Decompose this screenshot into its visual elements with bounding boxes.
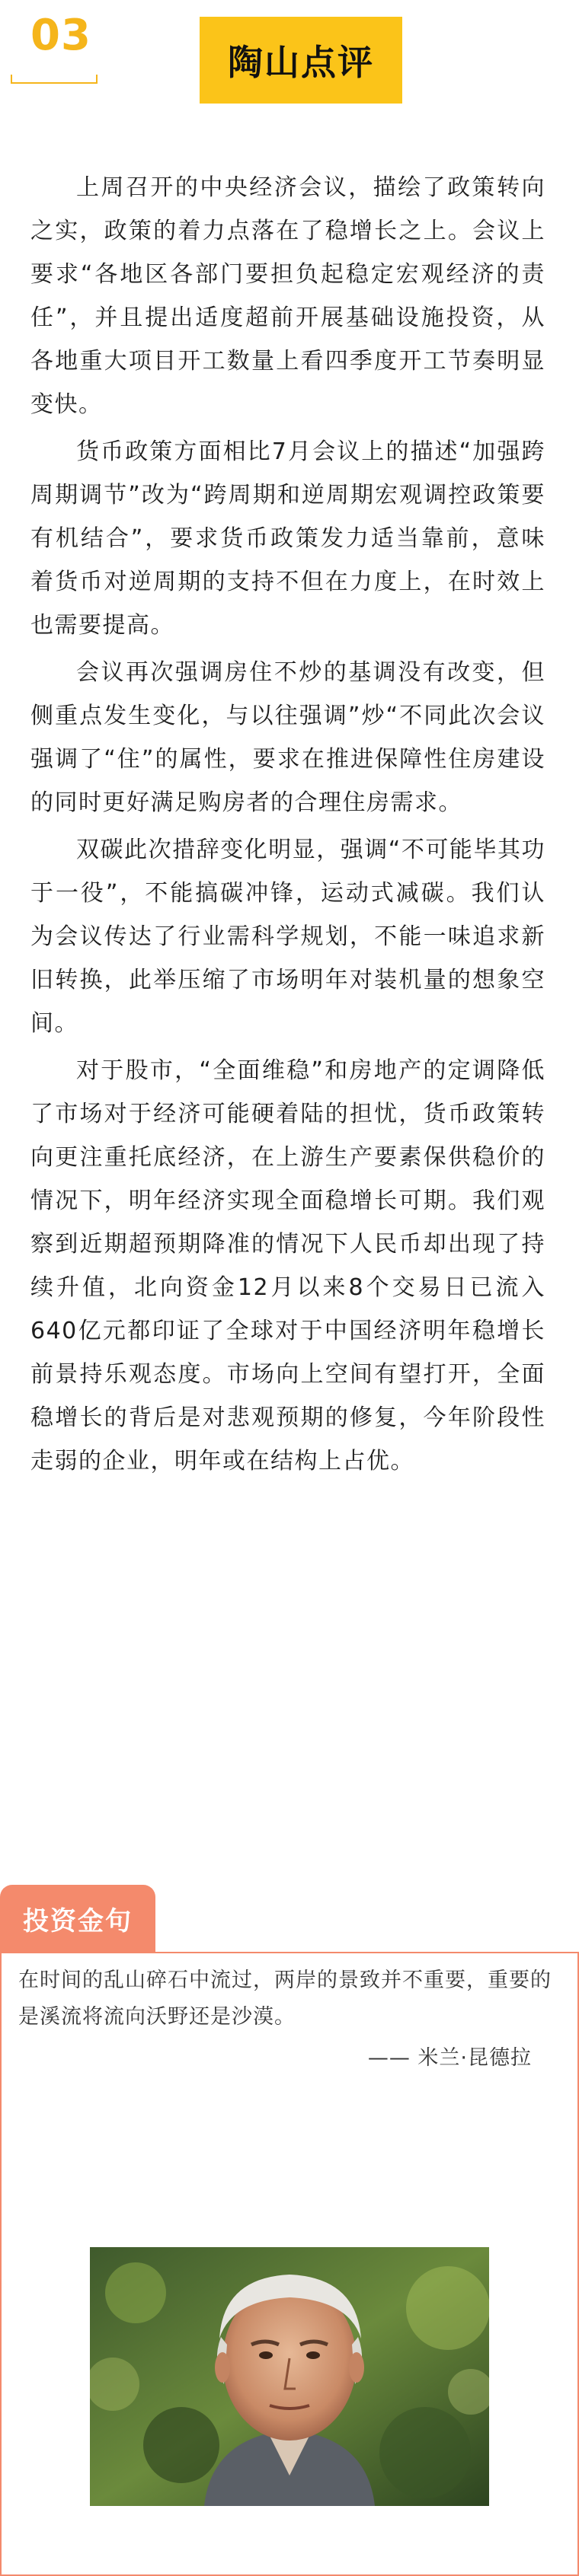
- quote-box: [0, 1952, 579, 2576]
- portrait-illustration: [90, 2247, 489, 2506]
- commentary-article: [30, 166, 545, 1487]
- number-underline-decoration: [11, 73, 98, 84]
- author-portrait: [90, 2247, 489, 2506]
- article-paragraph: 会议再次强调房住不炒的基调没有改变，但侧重点发生变化，与以往强调”炒“不同此次会议强调了“住”的属性，要求在推进保障性住房建设的同时更好满足购房者的合理住房需求。: [30, 659, 545, 816]
- section-title: 陶山点评: [228, 42, 374, 83]
- quote-author: —— 米兰·昆德拉: [367, 2046, 532, 2070]
- section-header: [0, 0, 579, 114]
- quote-tab: [0, 1885, 155, 1952]
- quote-tab-label: 投资金句: [23, 1905, 133, 1937]
- investment-quote-card: [0, 1885, 579, 2576]
- quote-text: 在时间的乱山碎石中流过，两岸的景致并不重要，重要的是溪流将流向沃野还是沙漠。: [18, 1969, 552, 2029]
- article-paragraph: 上周召开的中央经济会议，描绘了政策转向之实，政策的着力点落在了稳增长之上。会议上要求“各地区各部门要担负起稳定宏观经济的责任”，并且提出适度超前开展基础设施投资，从各地重大项目开工数量上看四季度开工节奏明显变快。: [30, 174, 545, 418]
- article-paragraph: 双碳此次措辞变化明显，强调“不可能毕其功于一役”，不能搞碳冲锋，运动式减碳。我们认为会议传达了行业需科学规划，不能一味追求新旧转换，此举压缩了市场明年对装机量的想象空间。: [30, 837, 545, 1037]
- article-paragraph: 货币政策方面相比7月会议上的描述“加强跨周期调节”改为“跨周期和逆周期宏观调控政策要有机结合”，要求货币政策发力适当靠前，意味着货币对逆周期的支持不但在力度上，在时效上也需要提高。: [30, 438, 545, 639]
- section-title-box: [200, 17, 402, 104]
- section-number: 03: [30, 11, 91, 60]
- article-paragraph: 对于股市，“全面维稳”和房地产的定调降低了市场对于经济可能硬着陆的担忧，货币政策转向更注重托底经济，在上游生产要素保供稳价的情况下，明年经济实现全面稳增长可期。我们观察到近期超预期降准的情况下人民币却出现了持续升值，北向资金12月以来8个交易日已流入640亿元都印证了全球对于中国经济明年稳增长前景持乐观态度。市场向上空间有望打开，全面稳增长的背后是对悲观预期的修复，今年阶段性走弱的企业，明年或在结构上占优。: [30, 1057, 545, 1475]
